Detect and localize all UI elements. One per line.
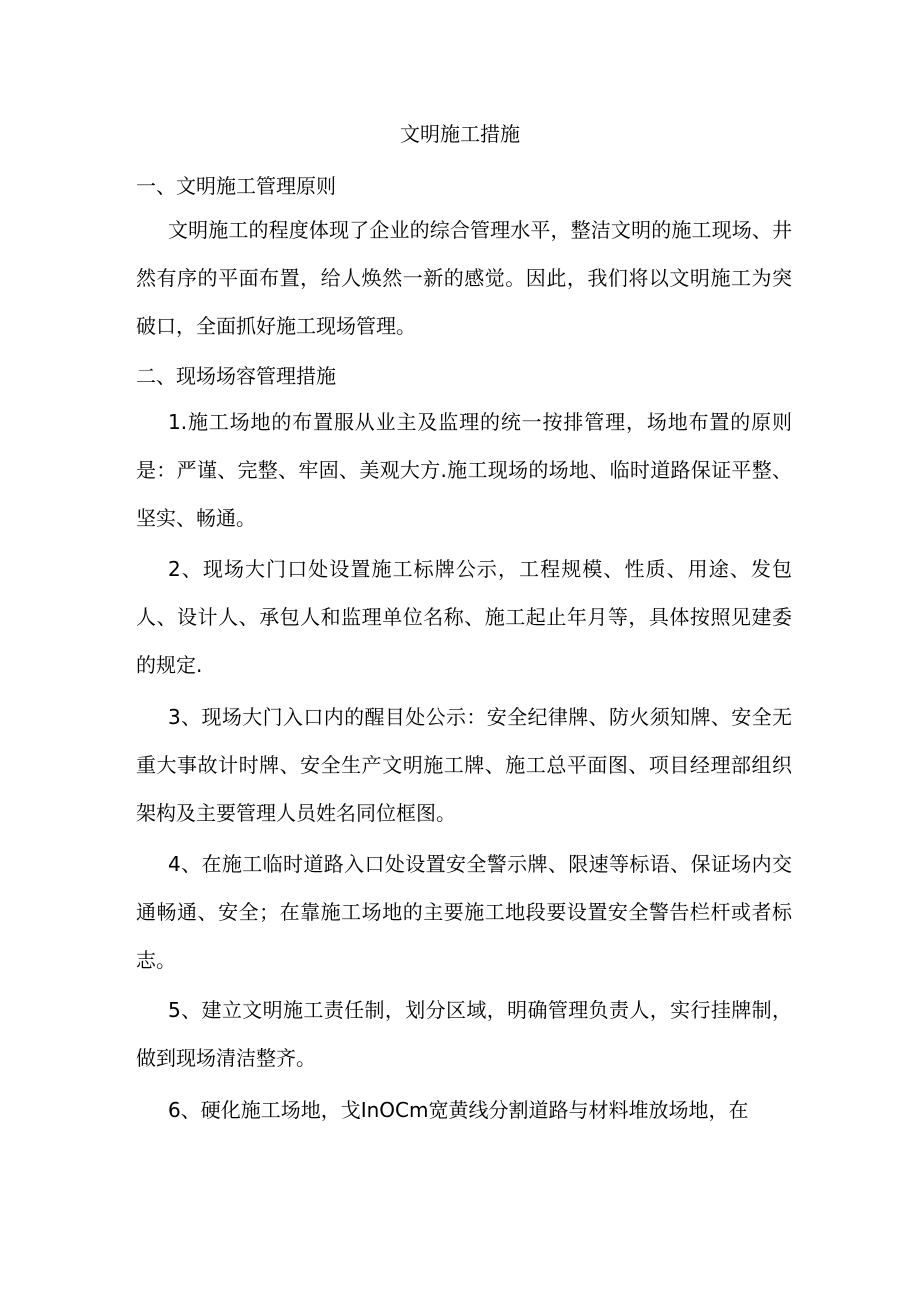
section-1-paragraph: 文明施工的程度体现了企业的综合管理水平，整洁文明的施工现场、井然有序的平面布置，给人焕然一新的感觉。因此，我们将以文明施工为突破口，全面抓好施工现场管理。 bbox=[136, 218, 792, 338]
measure-item-2: 2、现场大门口处设置施工标牌公示，工程规模、性质、用途、发包人、设计人、承包人和监理单位名称、施工起止年月等，具体按照见建委的规定. bbox=[136, 557, 792, 677]
measure-item-5: 5、建立文明施工责任制，划分区域，明确管理负责人，实行挂牌制，做到现场清洁整齐。 bbox=[136, 998, 792, 1070]
measure-item-3: 3、现场大门入口内的醒目处公示：安全纪律牌、防火须知牌、安全无重大事故计时牌、安全生产文明施工牌、施工总平面图、项目经理部组织架构及主要管理人员姓名同位框图。 bbox=[136, 705, 792, 825]
section-2-heading: 二、现场场容管理措施 bbox=[136, 364, 336, 388]
measure-item-4: 4、在施工临时道路入口处设置安全警示牌、限速等标语、保证场内交通畅通、安全；在靠施工场地的主要施工地段要设置安全警告栏杆或者标志。 bbox=[136, 852, 792, 972]
document-title: 文明施工措施 bbox=[400, 122, 520, 146]
section-1-heading: 一、文明施工管理原则 bbox=[136, 174, 336, 198]
measure-item-6: 6、硬化施工场地，戈InOCm宽黄线分割道路与材料堆放场地，在 bbox=[168, 1098, 749, 1122]
measure-item-1: 1.施工场地的布置服从业主及监理的统一按排管理，场地布置的原则是：严谨、完整、牢固、美观大方.施工现场的场地、临时道路保证平整、坚实、畅通。 bbox=[136, 410, 792, 530]
